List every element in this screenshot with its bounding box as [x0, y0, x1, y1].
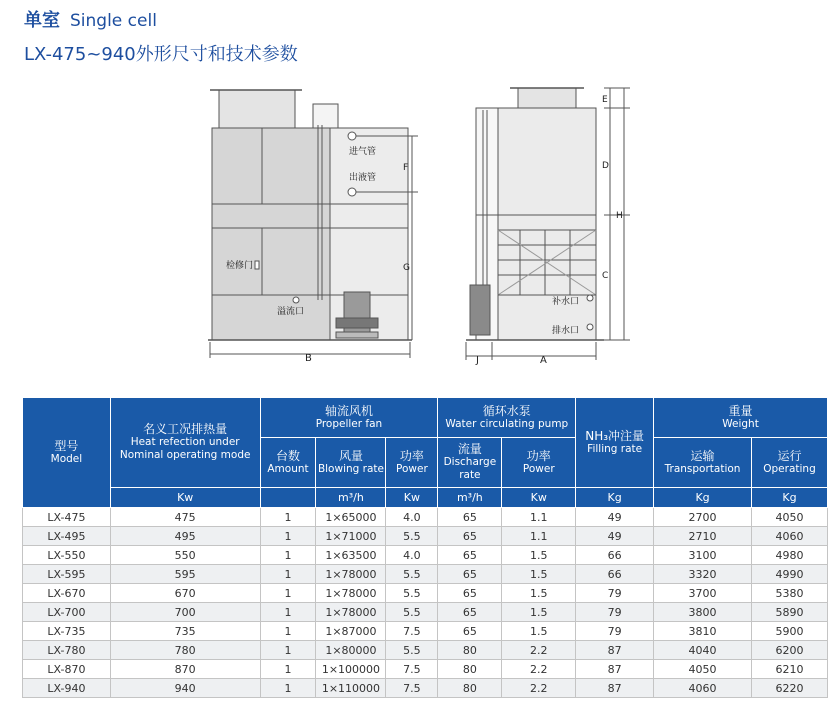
table-cell: 1 [260, 641, 316, 660]
table-row [23, 508, 828, 527]
table-cell: 1×87000 [316, 622, 386, 641]
table-cell: 2.2 [502, 660, 576, 679]
table-cell: 1.1 [502, 527, 576, 546]
table-cell: 4990 [752, 565, 828, 584]
table-cell: 2700 [654, 508, 752, 527]
table-cell: 49 [576, 508, 654, 527]
table-cell: 735 [110, 622, 260, 641]
table-cell: 1 [260, 508, 316, 527]
table-cell: 1 [260, 679, 316, 698]
table-row [23, 565, 828, 584]
table-cell: LX-940 [23, 679, 111, 698]
table-cell: 7.5 [386, 622, 438, 641]
unit-transport: Kg [654, 488, 752, 508]
table-cell: 4050 [752, 508, 828, 527]
table-cell: 3320 [654, 565, 752, 584]
table-cell: 1 [260, 603, 316, 622]
title-cn: 单室 [24, 10, 60, 31]
table-cell: 80 [438, 679, 502, 698]
table-cell: 1.1 [502, 508, 576, 527]
table-cell: 1.5 [502, 603, 576, 622]
spec-table-body [23, 508, 828, 698]
table-cell: 6220 [752, 679, 828, 698]
table-cell: 65 [438, 622, 502, 641]
unit-discharge: m³/h [438, 488, 502, 508]
table-cell: 3100 [654, 546, 752, 565]
unit-air: m³/h [316, 488, 386, 508]
table-cell: 670 [110, 584, 260, 603]
table-cell: 4980 [752, 546, 828, 565]
table-cell: 780 [110, 641, 260, 660]
unit-pump-power: Kw [502, 488, 576, 508]
side-label-drain: 排水口 [552, 326, 580, 336]
table-cell: 5890 [752, 603, 828, 622]
table-row [23, 660, 828, 679]
front-pump [344, 292, 370, 336]
table-cell: 87 [576, 641, 654, 660]
table-row [23, 546, 828, 565]
dim-label-j: J [476, 355, 479, 366]
dim-label-d: D [602, 161, 609, 171]
page-subtitle: LX-475~940外形尺寸和技术参数 [24, 44, 298, 65]
table-cell: 79 [576, 603, 654, 622]
dim-label-b: B [305, 353, 312, 364]
table-cell: 80 [438, 641, 502, 660]
table-cell: 1×71000 [316, 527, 386, 546]
table-cell: 66 [576, 565, 654, 584]
front-label-overflow: 溢流口 [277, 307, 305, 317]
table-row [23, 622, 828, 641]
th-fan-power: 功率 Power [386, 438, 438, 488]
dim-label-e: E [602, 95, 608, 105]
th-nh3: NH₃冲注量 Filling rate [576, 398, 654, 488]
table-cell: 4.0 [386, 508, 438, 527]
side-fan-stack [518, 88, 576, 108]
table-cell: 1 [260, 660, 316, 679]
table-cell: 65 [438, 508, 502, 527]
table-cell: LX-870 [23, 660, 111, 679]
table-cell: 87 [576, 679, 654, 698]
table-cell: LX-475 [23, 508, 111, 527]
table-row [23, 679, 828, 698]
table-cell: 6200 [752, 641, 828, 660]
front-label-door: 检修门 [226, 261, 254, 271]
table-cell: 5.5 [386, 641, 438, 660]
side-view [466, 88, 630, 360]
table-cell: 65 [438, 603, 502, 622]
table-cell: 65 [438, 527, 502, 546]
table-cell: LX-495 [23, 527, 111, 546]
th-air: 风量 Blowing rate [316, 438, 386, 488]
table-cell: 1×78000 [316, 584, 386, 603]
table-cell: 4.0 [386, 546, 438, 565]
spec-table [22, 397, 828, 698]
table-cell: 3810 [654, 622, 752, 641]
table-cell: 79 [576, 584, 654, 603]
table-cell: 1×78000 [316, 603, 386, 622]
th-operating: 运行 Operating [752, 438, 828, 488]
table-cell: LX-670 [23, 584, 111, 603]
th-pump-power: 功率 Power [502, 438, 576, 488]
table-cell: 5900 [752, 622, 828, 641]
th-amount: 台数 Amount [260, 438, 316, 488]
table-row [23, 603, 828, 622]
table-cell: 1×100000 [316, 660, 386, 679]
th-fan: 轴流风机 Propeller fan [260, 398, 438, 438]
front-label-outlet: 出液管 [349, 173, 377, 183]
title-en: Single cell [70, 11, 157, 31]
unit-operating: Kg [752, 488, 828, 508]
table-cell: 3800 [654, 603, 752, 622]
th-discharge: 流量 Discharge rate [438, 438, 502, 488]
table-cell: 1×63500 [316, 546, 386, 565]
unit-heat: Kw [110, 488, 260, 508]
table-cell: 870 [110, 660, 260, 679]
table-cell: 4040 [654, 641, 752, 660]
front-fan-stack [219, 90, 295, 128]
table-cell: 1.5 [502, 622, 576, 641]
table-cell: 5.5 [386, 584, 438, 603]
dim-label-h: H [616, 211, 623, 221]
table-cell: LX-550 [23, 546, 111, 565]
table-cell: 87 [576, 660, 654, 679]
table-cell: 1×65000 [316, 508, 386, 527]
table-cell: 65 [438, 546, 502, 565]
page-title [24, 6, 157, 32]
table-cell: 1 [260, 546, 316, 565]
th-transport: 运输 Transportation [654, 438, 752, 488]
front-view [208, 90, 418, 358]
side-label-makeup: 补水口 [552, 297, 580, 307]
unit-nh3: Kg [576, 488, 654, 508]
table-cell: 5.5 [386, 527, 438, 546]
table-cell: 595 [110, 565, 260, 584]
table-cell: LX-595 [23, 565, 111, 584]
table-cell: 475 [110, 508, 260, 527]
table-cell: LX-780 [23, 641, 111, 660]
th-heat: 名义工况排热量 Heat refection under Nominal operating mode [110, 398, 260, 488]
table-cell: 2710 [654, 527, 752, 546]
table-cell: 2.2 [502, 641, 576, 660]
dim-label-g: G [403, 263, 410, 273]
unit-fan-power: Kw [386, 488, 438, 508]
table-cell: 7.5 [386, 660, 438, 679]
th-weight: 重量 Weight [654, 398, 828, 438]
dimension-drawings [0, 80, 828, 380]
table-cell: 5.5 [386, 565, 438, 584]
table-cell: 3700 [654, 584, 752, 603]
table-cell: 550 [110, 546, 260, 565]
table-cell: 49 [576, 527, 654, 546]
table-cell: 5.5 [386, 603, 438, 622]
dim-label-a: A [540, 355, 547, 366]
dim-label-f: F [403, 163, 409, 173]
table-cell: 65 [438, 565, 502, 584]
table-cell: 1 [260, 622, 316, 641]
table-cell: 1×80000 [316, 641, 386, 660]
table-row [23, 641, 828, 660]
th-model: 型号 Model [23, 398, 111, 508]
table-cell: 1 [260, 527, 316, 546]
table-cell: 1×78000 [316, 565, 386, 584]
side-pump [470, 285, 490, 335]
table-cell: 66 [576, 546, 654, 565]
table-row [23, 527, 828, 546]
table-cell: 1.5 [502, 584, 576, 603]
th-pump: 循环水泵 Water circulating pump [438, 398, 576, 438]
table-cell: 700 [110, 603, 260, 622]
table-cell: LX-700 [23, 603, 111, 622]
dim-label-c: C [602, 271, 609, 281]
table-cell: 1 [260, 565, 316, 584]
table-row [23, 584, 828, 603]
table-cell: 1×110000 [316, 679, 386, 698]
table-cell: LX-735 [23, 622, 111, 641]
table-cell: 2.2 [502, 679, 576, 698]
table-cell: 1.5 [502, 565, 576, 584]
table-cell: 6210 [752, 660, 828, 679]
table-cell: 1.5 [502, 546, 576, 565]
table-cell: 495 [110, 527, 260, 546]
front-label-inlet: 进气管 [349, 147, 377, 157]
table-cell: 4060 [654, 679, 752, 698]
table-cell: 5380 [752, 584, 828, 603]
table-cell: 940 [110, 679, 260, 698]
unit-amount [260, 488, 316, 508]
table-cell: 80 [438, 660, 502, 679]
table-cell: 79 [576, 622, 654, 641]
table-cell: 1 [260, 584, 316, 603]
table-cell: 4050 [654, 660, 752, 679]
table-cell: 65 [438, 584, 502, 603]
table-cell: 4060 [752, 527, 828, 546]
table-cell: 7.5 [386, 679, 438, 698]
